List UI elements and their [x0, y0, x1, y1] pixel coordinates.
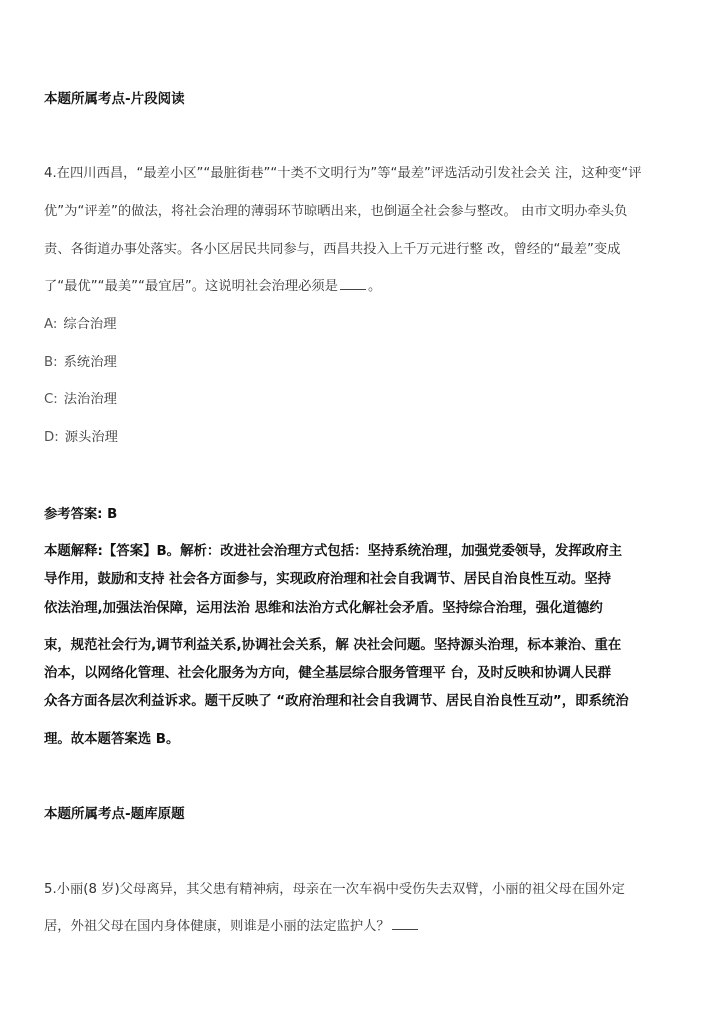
option-c	[44, 391, 680, 409]
question-5-line-2-text: 居，外祖父母在国内身体健康，则谁是小丽的法定监护人？	[44, 919, 390, 934]
explanation-line-3: 依法治理,加强法治保障，运用法治 思维和法治方式化解社会矛盾。坚持综合治理，强化道德约	[44, 601, 603, 616]
question-4-line-1: 4.在四川西昌，“最差小区”“最脏街巷”“十类不文明行为”等“最差”评选活动引发社会关 注，这种变“评	[44, 166, 642, 181]
option-a-letter: A:	[44, 317, 58, 332]
question-4-line-4-end: 。	[367, 279, 382, 294]
option-b-letter: B:	[44, 355, 58, 370]
option-d	[44, 429, 680, 447]
explanation-line-7: 理。故本题答案选 B。	[44, 732, 180, 747]
option-a-text: 综合治理	[63, 317, 117, 332]
option-c-letter: C:	[44, 392, 58, 407]
question-4-line-4-text: 了“最优”“最美”“最宜居”。这说明社会治理必须是	[44, 279, 338, 294]
question-4-line-3: 责、各街道办事处落实。各小区居民共同参与，西昌共投入上千万元进行整 改，曾经的“最差”变成	[44, 242, 621, 257]
explanation-line-2: 导作用，鼓励和支持 社会各方面参与，实现政府治理和社会自我调节、居民自治良性互动。坚持	[44, 572, 612, 587]
answer-blank	[340, 279, 366, 290]
question-4-line-4	[44, 278, 680, 296]
explanation-line-4: 束，规范社会行为,调节利益关系,协调社会关系，解 决社会问题。坚持源头治理，标本兼治、重在	[44, 638, 622, 653]
option-d-text: 源头治理	[64, 430, 118, 445]
answer-blank-q5	[392, 919, 418, 930]
option-c-text: 法治治理	[63, 392, 117, 407]
explanation-line-5: 治本，以网络化管理、社会化服务为方向，健全基层综合服务管理平 台，及时反映和协调人民群	[44, 666, 612, 681]
explanation-line-1: 本题解释:【答案】B。解析：改进社会治理方式包括：坚持系统治理，加强党委领导，发挥政府主	[44, 544, 622, 559]
question-5-line-2	[44, 918, 680, 936]
question-5-line-1: 5.小丽(8 岁)父母离异，其父患有精神病，母亲在一次车祸中受伤失去双臂，小丽的祖父母在国外定	[44, 882, 625, 897]
knowledge-point-heading-1: 本题所属考点-片段阅读	[44, 91, 185, 107]
option-a	[44, 316, 680, 334]
explanation-line-6: 众各方面各层次利益诉求。题干反映了 “政府治理和社会自我调节、居民自治良性互动”，即系统治	[44, 694, 629, 709]
knowledge-point-heading-2: 本题所属考点-题库原题	[44, 806, 185, 822]
option-b	[44, 354, 680, 372]
reference-answer: 参考答案: B	[44, 507, 118, 522]
option-d-letter: D:	[44, 430, 59, 445]
option-b-text: 系统治理	[63, 355, 117, 370]
question-4-line-2: 优”为“评差”的做法，将社会治理的薄弱环节晾晒出来，也倒逼全社会参与整改。 由市文明办牵头负	[44, 204, 628, 219]
